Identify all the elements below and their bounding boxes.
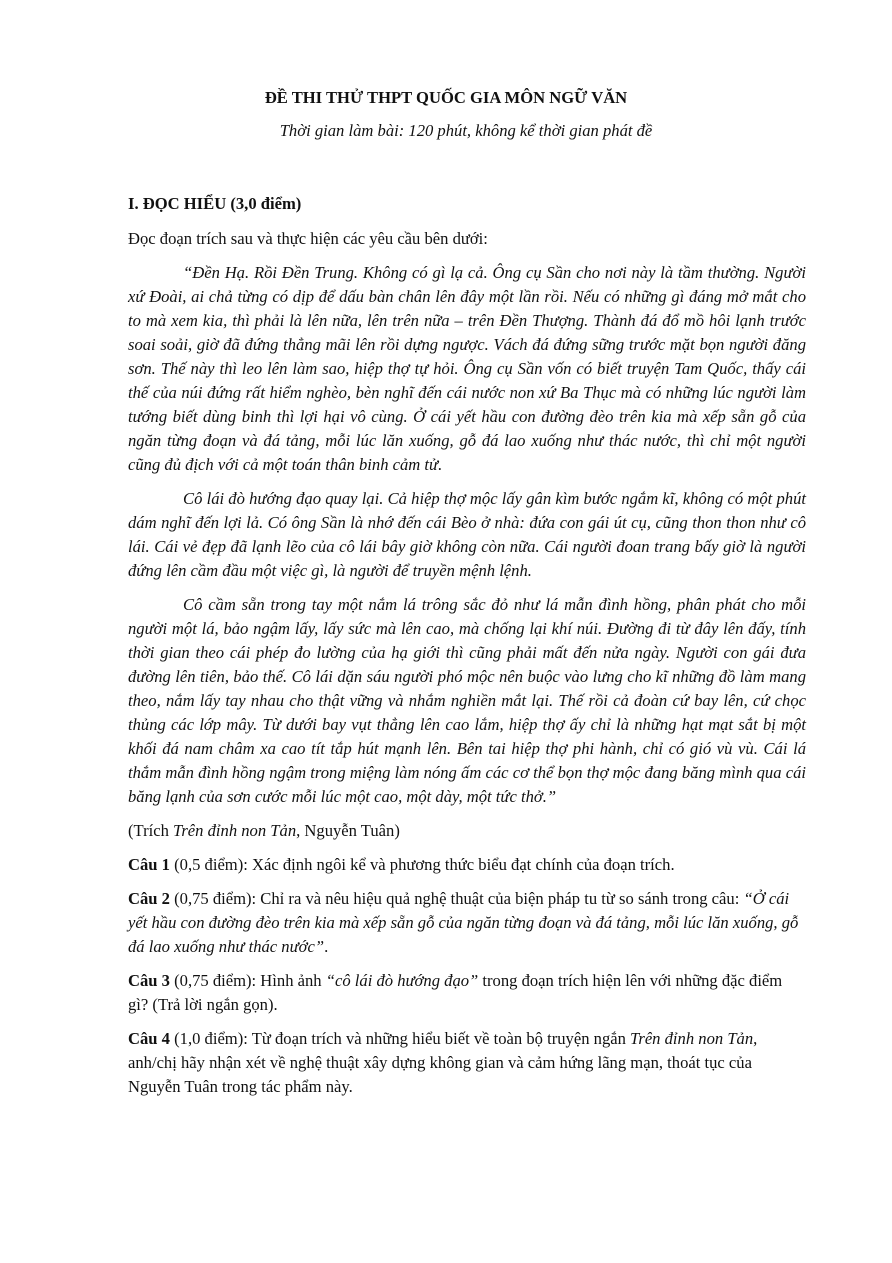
- question-points: (0,5 điểm):: [169, 855, 252, 874]
- question-1: [128, 853, 806, 877]
- section-heading: I. ĐỌC HIỂU (3,0 điểm): [128, 194, 302, 213]
- question-2: [128, 887, 806, 959]
- question-work-title: Trên đỉnh non Tản: [630, 1029, 754, 1048]
- question-end: trong đoạn trích hiện lên với những đặc điểm gì? (Trả lời ngắn gọn).: [128, 971, 783, 1014]
- question-points: (0,75 điểm):: [169, 889, 261, 908]
- source-author: , Nguyễn Tuân): [296, 821, 400, 840]
- question-label: Câu 2: [128, 889, 170, 908]
- question-label: Câu 1: [128, 855, 170, 874]
- passage-paragraph-1: “Đền Hạ. Rồi Đền Trung. Không có gì lạ cả. Ông cụ Sần cho nơi này là tầm thường. Người xứ Đoài, ai chả từng có dịp để dấu bàn chân lên đây một lần rồi. Nếu có những gì đáng mở mắt cho to mà xem kia, thì phải là lên nữa, lên trên nữa – trên Đền Thượng. Thành đá đổ mồ hôi lạnh trước soai soải, giờ đã đứng thẳng mãi lên rồi dựng ngược. Vách đá đứng sững trước mặt bọn người đăng sơn. Thế này thì leo lên làm sao, hiệp thợ tự hỏi. Ông cụ Sần vốn có biết truyện Tam Quốc, thấy cái thế của núi đứng rất hiểm nghèo, bèn nghĩ đến cái nước non xứ Ba Thục mà có những lúc người làm tướng biết dùng binh thì lợi hại vô cùng. Ở cái yết hầu con đường đèo trên kia mà xếp sẵn gỗ của ngăn từng đoạn và đá tảng, mỗi lúc lăn xuống, gỗ đá lao xuống như thác nước, thì chỉ một người cũng đủ địch với cả một toán thân binh cảm tử.: [128, 263, 806, 474]
- question-text: Hình ảnh: [260, 971, 326, 990]
- exam-title: ĐỀ THI THỬ THPT QUỐC GIA MÔN NGỮ VĂN: [264, 88, 628, 107]
- section-instruction: Đọc đoạn trích sau và thực hiện các yêu cầu bên dưới:: [128, 229, 488, 248]
- question-4: [128, 1027, 806, 1099]
- question-end: , anh/chị hãy nhận xét về nghệ thuật xây dựng không gian và cảm hứng lãng mạn, thoát tục của Nguyễn Tuân trong tác phẩm này.: [128, 1029, 758, 1096]
- question-text: Từ đoạn trích và những hiểu biết về toàn bộ truyện ngắn: [251, 1029, 631, 1048]
- question-points: (1,0 điểm):: [169, 1029, 252, 1048]
- question-points: (0,75 điểm):: [169, 971, 261, 990]
- exam-duration: Thời gian làm bài: 120 phút, không kể thời gian phát đề: [279, 121, 653, 140]
- question-quote: “Ở cái yết hầu con đường đèo trên kia mà xếp sẵn gỗ của ngăn từng đoạn và đá tảng, mỗi lúc lăn xuống, gỗ đá lao xuống như thác nước”: [128, 889, 799, 956]
- excerpt-passage: [128, 261, 806, 809]
- passage-paragraph-2: Cô lái đò hướng đạo quay lại. Cả hiệp thợ mộc lấy gân kìm bước ngắm kĩ, không có một phút dám nghĩ đến lợi lả. Có ông Sần là nhớ đến cái Bèo ở nhà: đứa con gái út cụ, cũng thon thon như cô lái. Cái vẻ đẹp đã lạnh lẽo của cô lái bây giờ không còn nữa. Cái người đoan trang bấy giờ là người đứng lên cầm đầu một việc gì, là người để truyền mệnh lệnh.: [128, 489, 806, 580]
- source-prefix: (Trích: [128, 821, 174, 840]
- passage-paragraph-3: Cô cầm sẵn trong tay một nắm lá trông sắc đỏ như lá mẫn đình hồng, phân phát cho mỗi người một lá, bảo ngậm lấy, lấy sức mà lên cao, mà chống lại khí núi. Đường đi từ đây lên đấy, tính thời gian theo cái phép đo lường của hạ giới thì cũng phải mất đến nửa ngày. Người con gái đưa đường lên tiên, bảo thế. Cô lái dặn sáu người phó mộc nên buộc vào lưng cho kĩ những đồ làm mang theo, nắm lấy tay nhau cho thật vững và nhắm nghiền mắt lại. Thế rồi cả đoàn cứ bay lên, cứ chọc thủng các lớp mây. Từ dưới bay vụt thẳng lên cao lắm, hiệp thợ ấy chỉ là những hạt mạt sắt bị một khối đá nam châm xa cao tít tắp hút mạnh lên. Bên tai hiệp thợ phi hành, chỉ có gió vù vù. Cái lá thắm mẫn đình hồng ngậm trong miệng làm nóng ấm các cơ thể bọn thợ mộc đang băng mình qua cái băng lạnh của sơn cước mỗi lúc một cao, một dày, một tức thở.”: [128, 595, 806, 806]
- question-end: .: [324, 937, 329, 956]
- source-work-title: Trên đỉnh non Tản: [173, 821, 297, 840]
- question-text: Xác định ngôi kể và phương thức biểu đạt chính của đoạn trích.: [252, 855, 675, 874]
- excerpt-source: [128, 819, 806, 843]
- question-label: Câu 3: [128, 971, 170, 990]
- question-text: Chỉ ra và nêu hiệu quả nghệ thuật của biện pháp tu từ so sánh trong câu:: [260, 889, 744, 908]
- question-3: [128, 969, 806, 1017]
- question-quote: “cô lái đò hướng đạo”: [325, 971, 479, 990]
- question-label: Câu 4: [128, 1029, 170, 1048]
- section-reading: [128, 192, 806, 1109]
